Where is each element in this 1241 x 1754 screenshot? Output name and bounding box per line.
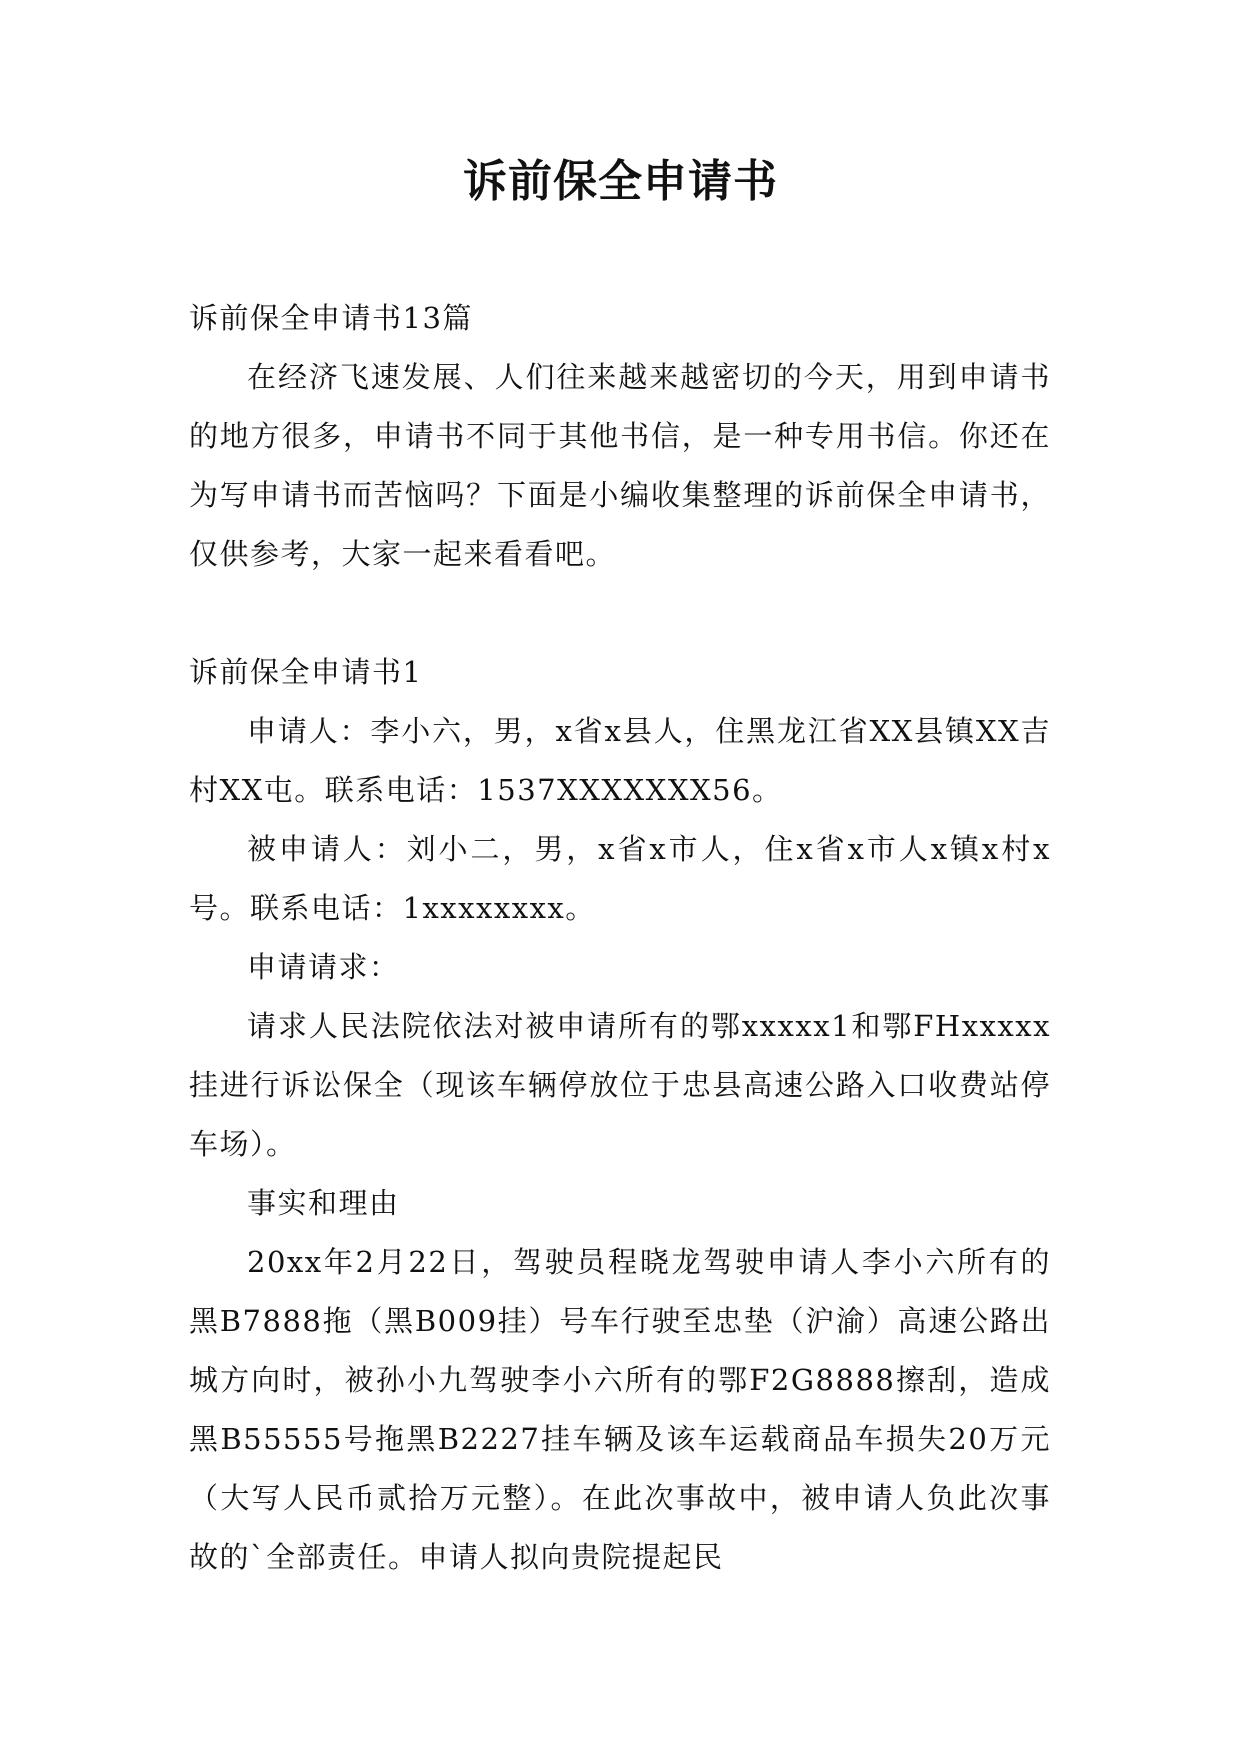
document-title: 诉前保全申请书 bbox=[463, 156, 778, 207]
section-heading: 诉前保全申请书1 bbox=[189, 655, 423, 689]
intro-paragraph: 在经济飞速发展、人们往来越来越密切的今天，用到申请书的地方很多，申请书不同于其他书信，是一种专用书信。你还在为写申请书而苦恼吗？下面是小编收集整理的诉前保全申请书，仅供参考，大家一起来看看吧。 bbox=[189, 360, 1051, 571]
facts-paragraph: 20xx年2月22日，驾驶员程晓龙驾驶申请人李小六所有的黑B7888拖（黑B009挂）号车行驶至忠垫（沪渝）高速公路出城方向时，被孙小九驾驶李小六所有的鄂F2G8888擦刮，造成黑B55555号拖黑B2227挂车辆及该车运载商品车损失20万元（大写人民币贰拾万元整）。在此次事故中，被申请人负此次事故的`全部责任。申请人拟向贵院提起民 bbox=[189, 1245, 1051, 1574]
request-heading: 申请请求： bbox=[247, 950, 400, 984]
request-paragraph: 请求人民法院依法对被申请所有的鄂xxxxx1和鄂FHxxxxx挂进行诉讼保全（现该车辆停放位于忠县高速公路入口收费站停车场）。 bbox=[189, 1009, 1051, 1161]
respondent-paragraph: 被申请人：刘小二，男，x省x市人，住x省x市人x镇x村x号。联系电话：1xxxxxxxx。 bbox=[189, 832, 1051, 925]
collection-heading: 诉前保全申请书13篇 bbox=[189, 301, 473, 335]
document-body bbox=[189, 289, 1051, 1587]
facts-heading: 事实和理由 bbox=[247, 1186, 400, 1220]
applicant-paragraph: 申请人：李小六，男，x省x县人，住黑龙江省XX县镇XX吉村XX屯。联系电话：1537XXXXXXX56。 bbox=[189, 714, 1051, 807]
